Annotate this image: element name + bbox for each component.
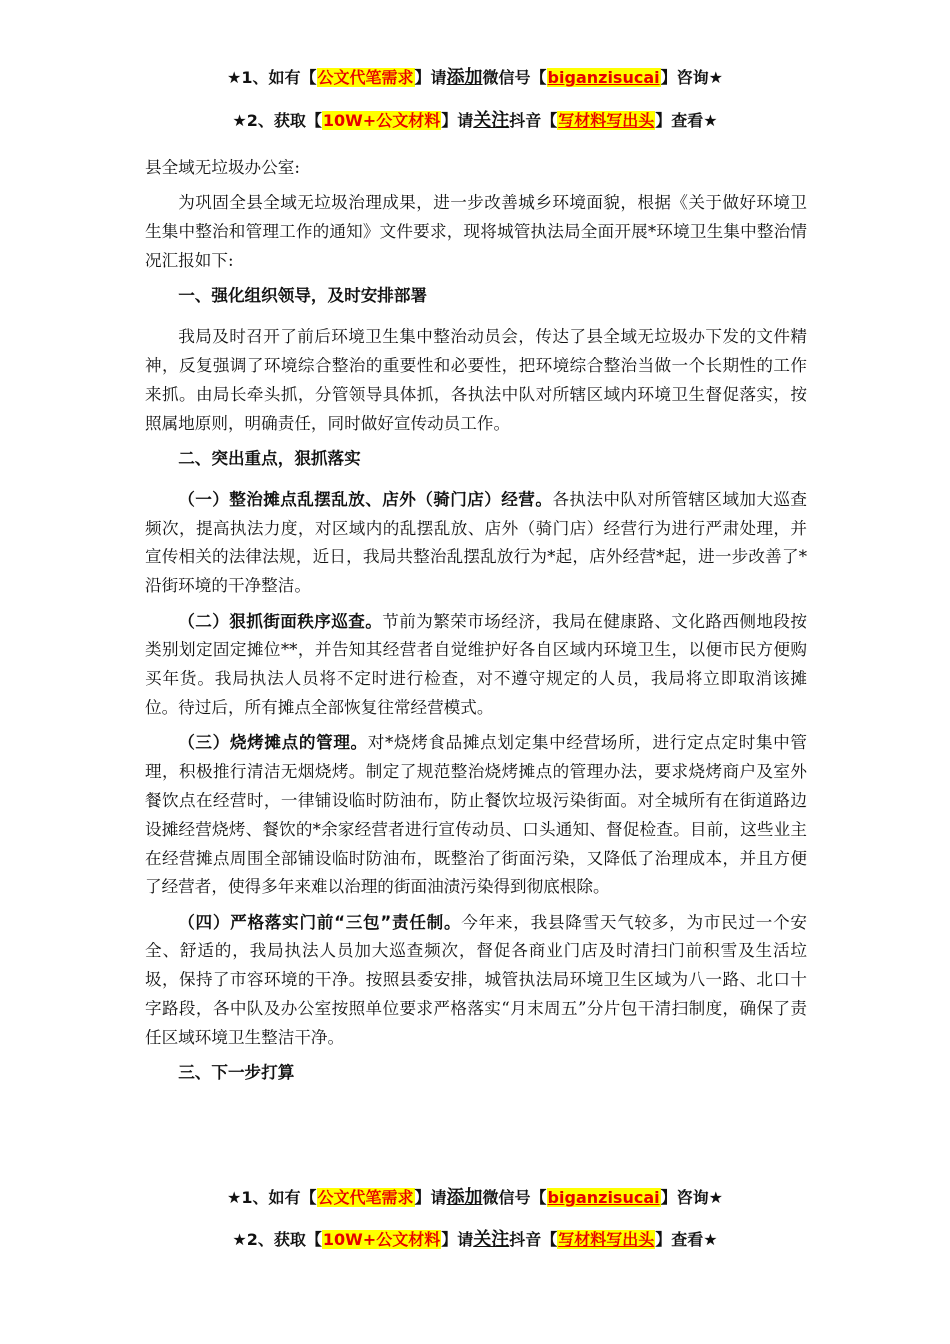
item-2-paragraph xyxy=(145,608,807,723)
banner-text: 】请 xyxy=(441,111,474,130)
banner-text: 】查看★ xyxy=(655,1230,718,1249)
section-1-paragraph: 我局及时召开了前后环境卫生集中整治动员会，传达了县全域无垃圾办下发的文件精神，反复强调了环境综合整治的重要性和必要性，把环境综合整治当做一个长期性的工作来抓。由局长牵头抓，分管领导具体抓，各执法中队对所辖区域内环境卫生督促落实，按照属地原则，明确责任，同时做好宣传动员工作。 xyxy=(145,327,807,433)
banner-text: 】咨询★ xyxy=(660,68,723,87)
document-body xyxy=(145,154,807,1100)
item-4-lead: （四）严格落实门前“三包”责任制。 xyxy=(178,912,462,932)
item-1-paragraph xyxy=(145,486,807,601)
banner-text: ★2、获取【 xyxy=(232,111,322,130)
item-4-body: 今年来，我县降雪天气较多，为市民过一个安全、舒适的，我局执法人员加大巡查频次，督促各商业门店及时清扫门前积雪及生活垃圾，保持了市容环境的干净。按照县委安排，城管执法局环境卫生区域为八一路、北口十字路段，各中队及办公室按照单位要求严格落实“月末周五”分片包干清扫制度，确保了责任区域环境卫生整洁干净。 xyxy=(145,912,808,1047)
banner-highlight: 公文代笔需求 xyxy=(317,68,414,87)
banner-text: 】咨询★ xyxy=(660,1188,723,1207)
banner-emphasis: 关注 xyxy=(473,110,510,131)
promo-banner-line2-top xyxy=(0,110,950,132)
douyin-account[interactable]: 写材料写出头 xyxy=(558,111,655,130)
item-3-body: 对*烧烤食品摊点划定集中经营场所，进行定点定时集中管理，积极推行清洁无烟烧烤。制定了规范整治烧烤摊点的管理办法，要求烧烤商户及室外餐饮点在经营时，一律铺设临时防油布，防止餐饮垃圾污染街面。对全城所有在街道路边设摊经营烧烤、餐饮的*余家经营者进行宣传动员、口头通知、督促检查。目前，这些业主在经营摊点周围全部铺设临时防油布，既整治了街面污染，又降低了治理成本，并且方便了经营者，使得多年来难以治理的街面油渍污染得到彻底根除。 xyxy=(145,733,808,897)
banner-text: 】查看★ xyxy=(655,111,718,130)
banner-text: 】请 xyxy=(441,1230,474,1249)
banner-emphasis: 添加 xyxy=(446,67,483,88)
item-1-lead: （一）整治摊点乱摆乱放、店外（骑门店）经营。 xyxy=(178,489,553,509)
item-1-body: 各执法中队对所管辖区域加大巡查频次，提高执法力度，对区域内的乱摆乱放、店外（骑门店）经营行为进行严肃处理，并宣传相关的法律法规，近日，我局共整治乱摆乱放行为*起，店外经营*起，进一步改善了*沿街环境的干净整洁。 xyxy=(145,489,808,596)
item-2-lead: （二）狠抓街面秩序巡查。 xyxy=(178,611,383,631)
banner-highlight: 10W+公文材料 xyxy=(322,111,441,130)
banner-text: ★1、如有【 xyxy=(227,68,317,87)
banner-emphasis: 添加 xyxy=(446,1187,483,1208)
addressee: 县全域无垃圾办公室: xyxy=(145,158,300,177)
promo-banner-line2-bottom xyxy=(0,1229,950,1251)
banner-text: 微信号【 xyxy=(482,1188,547,1207)
douyin-account[interactable]: 写材料写出头 xyxy=(558,1230,655,1249)
item-3-paragraph xyxy=(145,729,807,902)
banner-text: 抖音【 xyxy=(509,111,558,130)
promo-banner-line1-bottom xyxy=(0,1187,950,1209)
banner-text: 抖音【 xyxy=(509,1230,558,1249)
intro-paragraph: 为巩固全县全域无垃圾治理成果，进一步改善城乡环境面貌，根据《关于做好环境卫生集中整治和管理工作的通知》文件要求，现将城管执法局全面开展*环境卫生集中整治情况汇报如下: xyxy=(145,193,807,270)
banner-highlight: 公文代笔需求 xyxy=(317,1188,414,1207)
banner-text: 微信号【 xyxy=(482,68,547,87)
banner-text: ★2、获取【 xyxy=(232,1230,322,1249)
banner-text: ★1、如有【 xyxy=(227,1188,317,1207)
item-2-body: 节前为繁荣市场经济，我局在健康路、文化路西侧地段按类别划定固定摊位**，并告知其经营者自觉维护好各自区域内环境卫生，以便市民方便购买年货。我局执法人员将不定时进行检查，对不遵守规定的人员，我局将立即取消该摊位。待过后，所有摊点全部恢复往常经营模式。 xyxy=(145,611,808,717)
promo-banner-line1-top xyxy=(0,67,950,89)
banner-text: 】请 xyxy=(414,1188,447,1207)
item-3-lead: （三）烧烤摊点的管理。 xyxy=(178,733,368,753)
banner-text: 】请 xyxy=(414,68,447,87)
section-heading-1: 一、强化组织领导，及时安排部署 xyxy=(178,286,428,306)
section-heading-3: 三、下一步打算 xyxy=(178,1063,295,1083)
wechat-id[interactable]: biganzisucai xyxy=(547,68,660,87)
section-heading-2: 二、突出重点，狠抓落实 xyxy=(178,448,361,468)
item-4-paragraph xyxy=(145,909,807,1053)
banner-emphasis: 关注 xyxy=(473,1229,510,1250)
wechat-id[interactable]: biganzisucai xyxy=(547,1188,660,1207)
banner-highlight: 10W+公文材料 xyxy=(322,1230,441,1249)
